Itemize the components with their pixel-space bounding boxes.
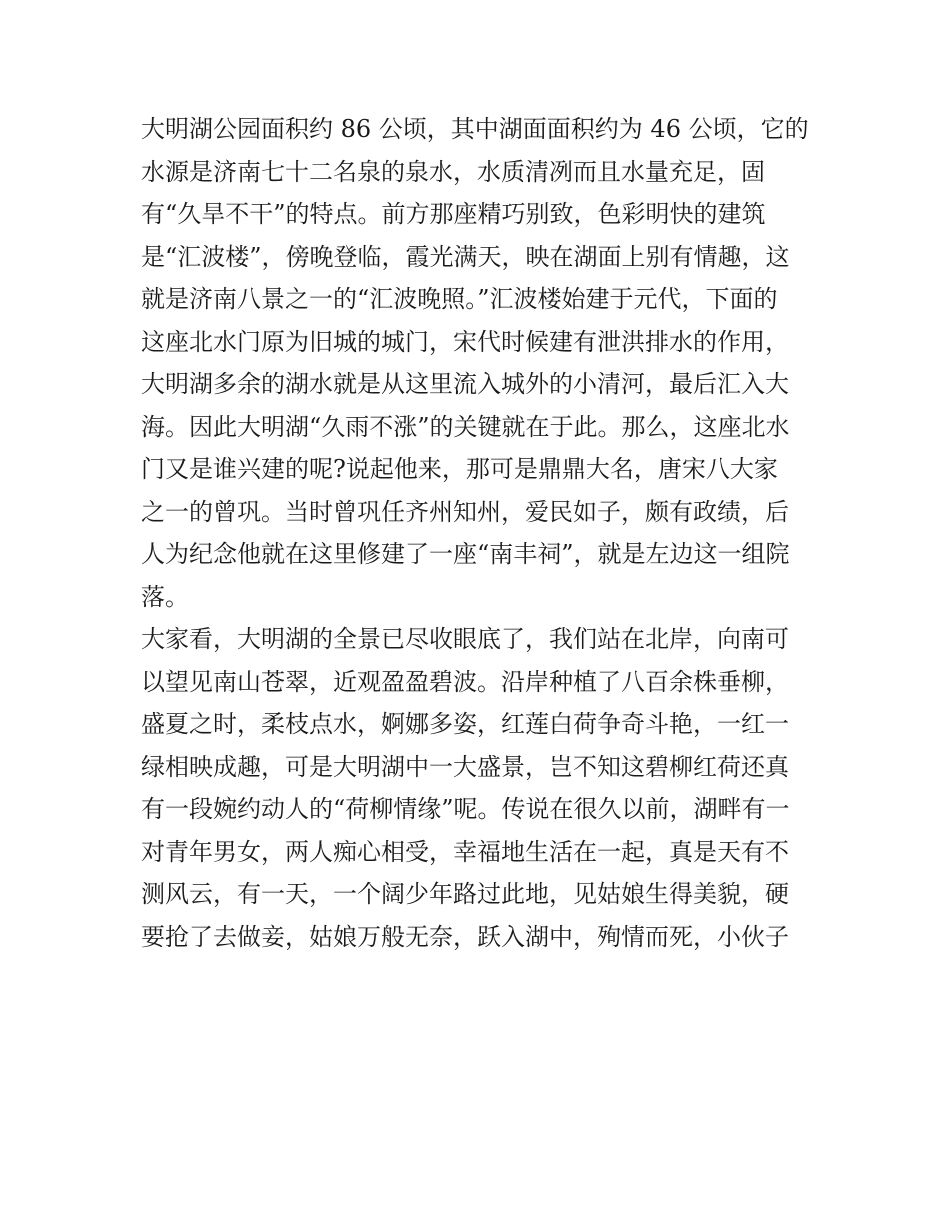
text-line: 大家看，大明湖的全景已尽收眼底了，我们站在北岸，向南可 xyxy=(141,625,789,653)
text-line: 水源是济南七十二名泉的泉水，水质清冽而且水量充足，固 xyxy=(141,157,765,186)
text-line: 以望见南山苍翠，近观盈盈碧波。沿岸种植了八百余株垂柳， xyxy=(141,667,789,696)
text-line: 门又是谁兴建的呢?说起他来，那可是鼎鼎大名，唐宋八大家 xyxy=(141,455,778,483)
text-line: 对青年男女，两人痴心相受，幸福地生活在一起，真是天有不 xyxy=(141,837,789,866)
text-line: 要抢了去做妾，姑娘万般无奈，跃入湖中，殉情而死，小伙子 xyxy=(141,922,789,951)
text-line: 大明湖多余的湖水就是从这里流入城外的小清河，最后汇入大 xyxy=(141,370,789,398)
text-line: 有一段婉约动人的“荷柳情缘”呢。传说在很久以前，湖畔有一 xyxy=(141,795,790,823)
text-line: 盛夏之时，柔枝点水，婀娜多姿，红莲白荷争奇斗艳，一红一 xyxy=(141,710,789,738)
text-line: 这座北水门原为旧城的城门，宋代时候建有泄洪排水的作用， xyxy=(141,327,789,356)
text-line: 测风云，有一天，一个阔少年路过此地，见姑娘生得美貌，硬 xyxy=(141,880,789,908)
body-text xyxy=(141,108,821,958)
text-line: 绿相映成趣，可是大明湖中一大盛景，岂不知这碧柳红荷还真 xyxy=(141,752,789,781)
text-line: 是“汇波楼”，傍晚登临，霞光满天，映在湖面上别有情趣，这 xyxy=(141,242,790,271)
text-line: 之一的曾巩。当时曾巩任齐州知州，爱民如子，颇有政绩，后 xyxy=(141,497,789,526)
text-line: 大明湖公园面积约 86 公顷，其中湖面面积约为 46 公顷，它的 xyxy=(141,115,809,143)
text-line: 有“久旱不干”的特点。前方那座精巧别致，色彩明快的建筑 xyxy=(141,200,766,228)
text-line: 海。因此大明湖“久雨不涨”的关键就在于此。那么，这座北水 xyxy=(141,412,790,441)
text-line: 就是济南八景之一的“汇波晚照。”汇波楼始建于元代，下面的 xyxy=(141,285,778,313)
text-line: 人为纪念他就在这里修建了一座“南丰祠”，就是左边这一组院 xyxy=(141,540,790,568)
text-line: 落。 xyxy=(141,582,189,611)
